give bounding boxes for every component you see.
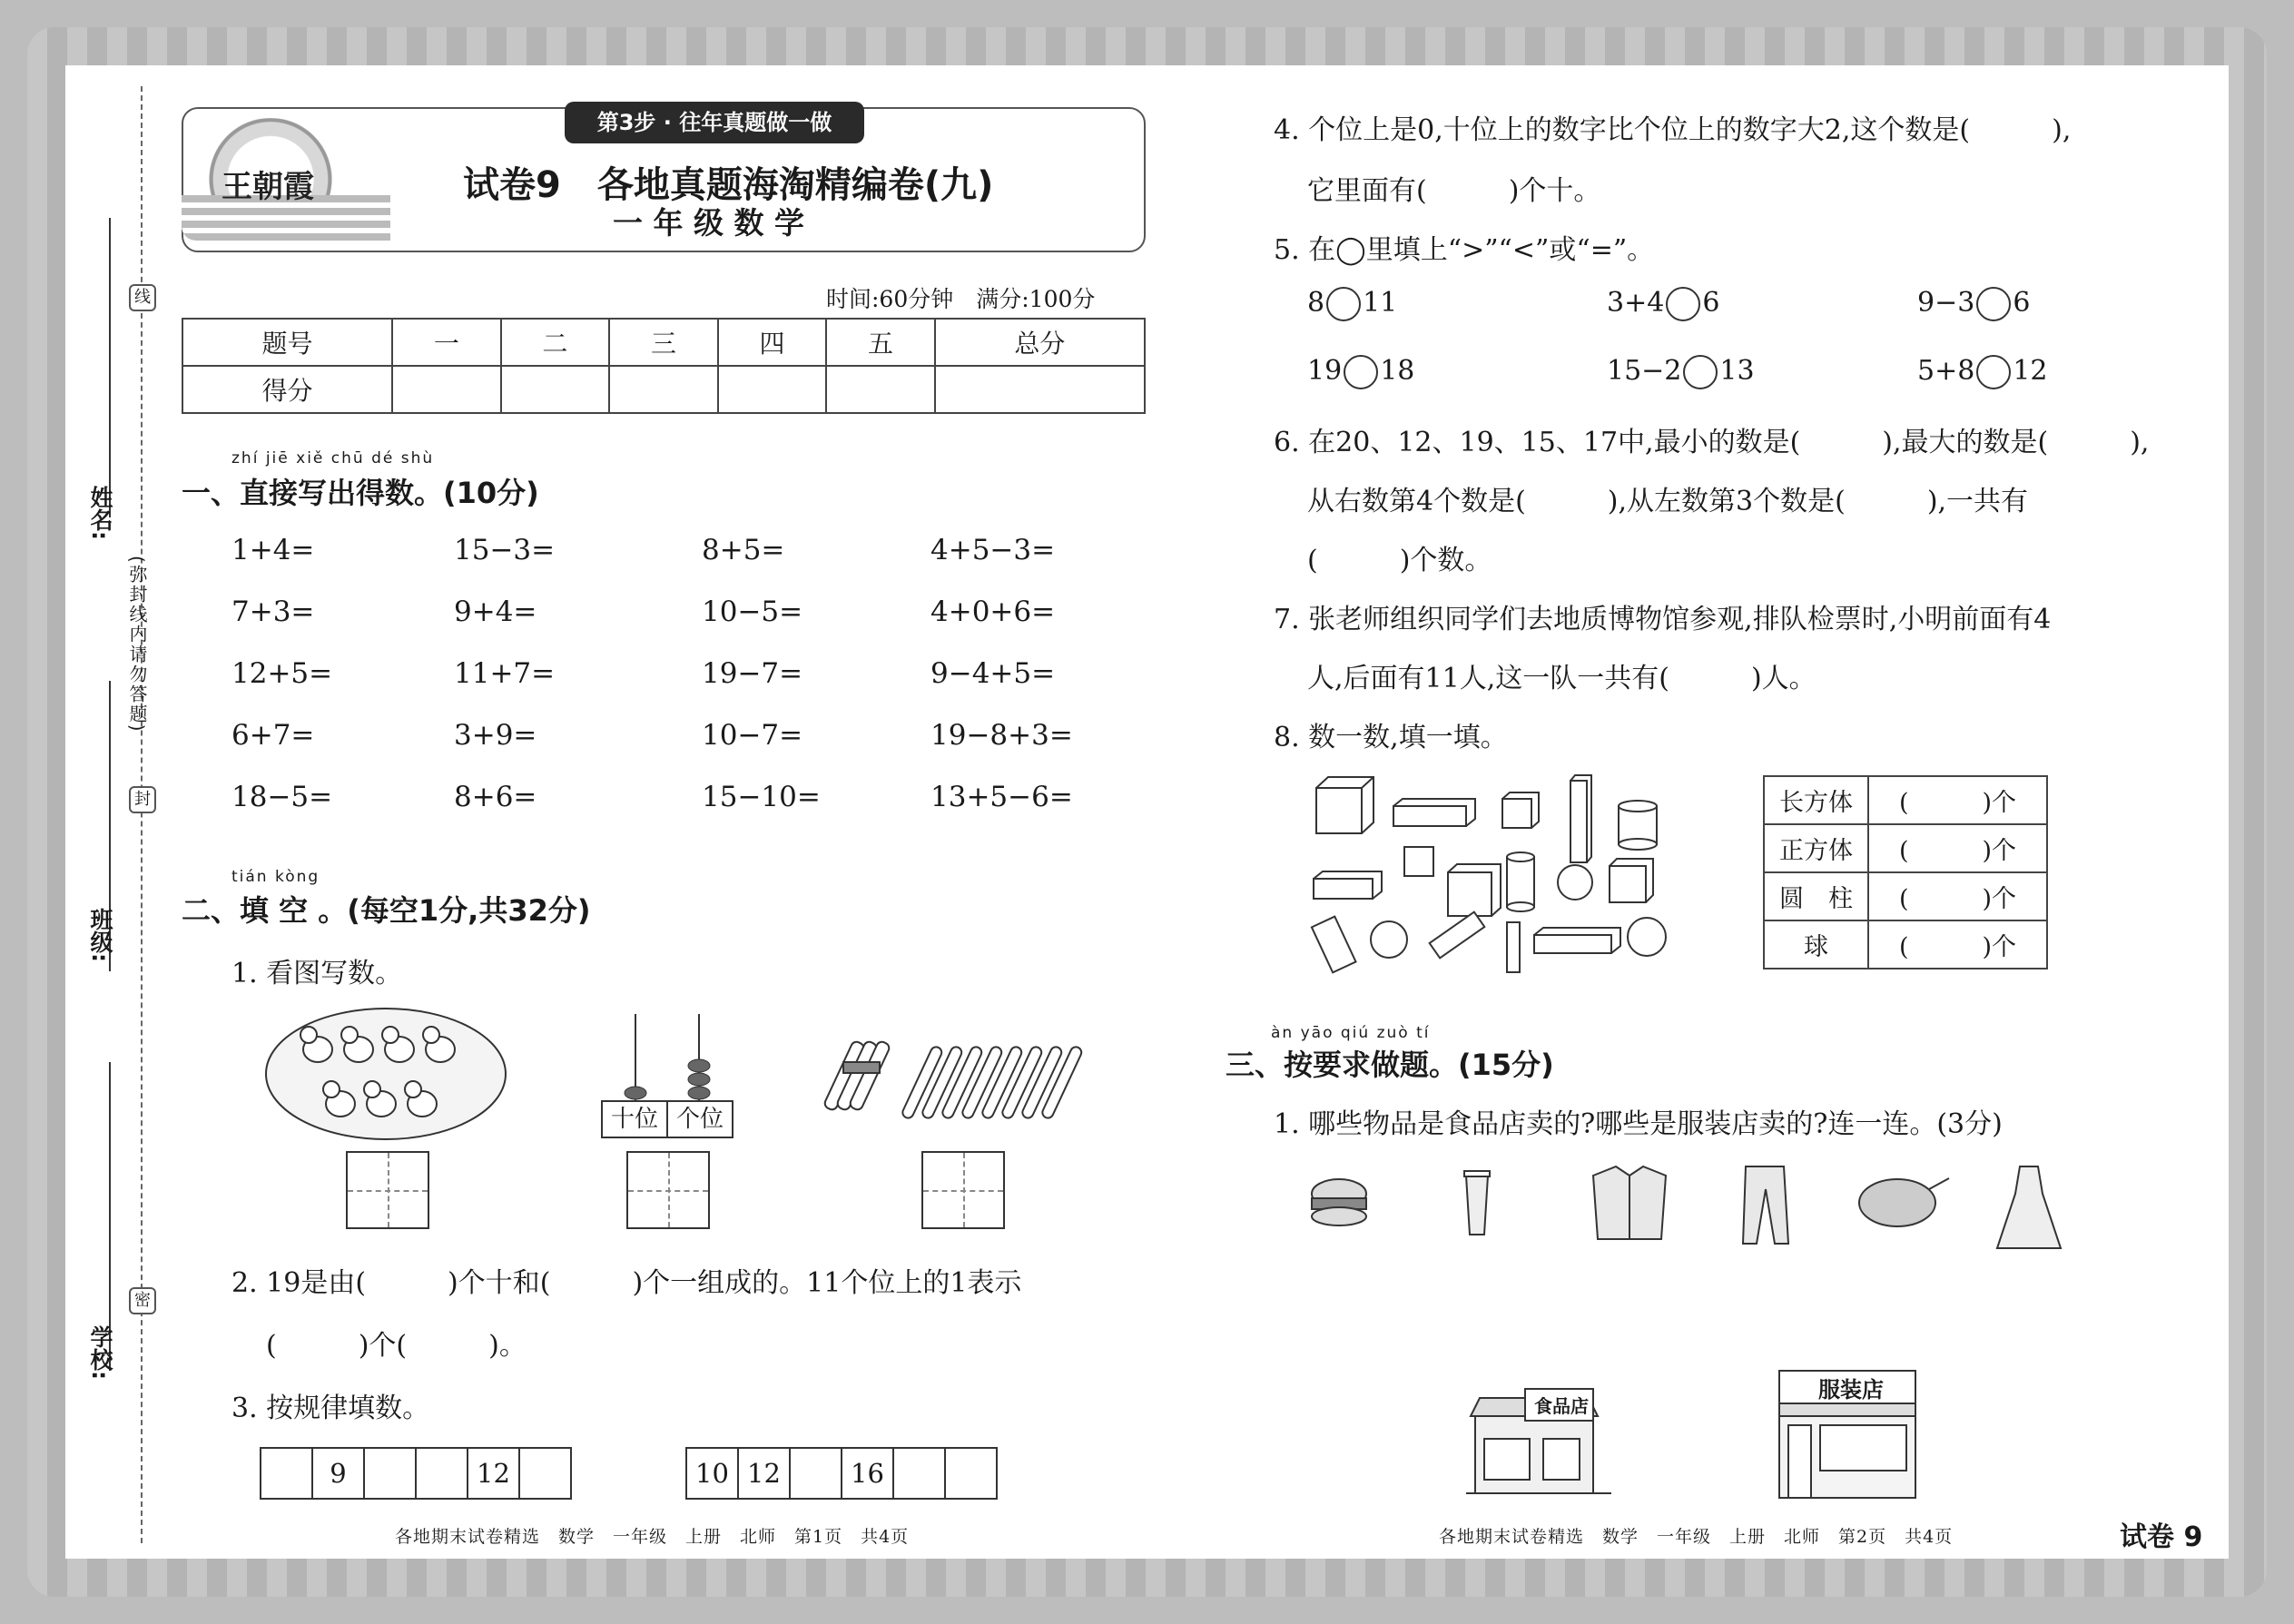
footer-right: 各地期末试卷精选 数学 一年级 上册 北师 第2页 共4页 (1439, 1527, 1954, 1547)
score-input[interactable] (718, 366, 827, 413)
mark-seal: 封 (129, 786, 156, 813)
q6-line3: ( )个数。 (1307, 545, 1492, 576)
time-info: 时间:60分钟 满分:100分 (826, 286, 1096, 312)
calc-problem: 1+4= (231, 534, 315, 566)
section2-q2-line1: 2. 19是由( )个十和( )个一组成的。11个位上的1表示 (231, 1267, 1022, 1299)
roast-chicken-icon (1859, 1178, 1949, 1226)
solids-picture (1303, 770, 1684, 979)
score-header-row (182, 319, 1145, 366)
q7-line2: 人,后面有11人,这一队一共有( )人。 (1307, 663, 1816, 694)
clothes-shop-label: 服装店 (1818, 1377, 1884, 1403)
section2-q1: 1. 看图写数。 (231, 958, 403, 989)
section3-q1: 1. 哪些物品是食品店卖的?哪些是服装店卖的?连一连。(3分) (1274, 1108, 2003, 1140)
items-row (1303, 1162, 2065, 1253)
score-input[interactable] (392, 366, 501, 413)
mark-line: 线 (129, 284, 156, 311)
compare-item (1607, 287, 1719, 321)
compare-left: 8 (1307, 287, 1325, 319)
calc-problem: 15−10= (702, 781, 821, 813)
compare-left: 15−2 (1607, 355, 1682, 387)
calc-problem: 19−7= (702, 657, 803, 690)
shape-row (1764, 776, 2047, 824)
section1-title: 一、直接写出得数。(10分) (182, 476, 539, 510)
shape-name: 球 (1764, 920, 1868, 969)
sequence-cell[interactable] (260, 1447, 313, 1500)
shape-name: 正方体 (1764, 824, 1868, 872)
section2-title: 二、填 空 。(每空1分,共32分) (182, 893, 591, 928)
section2-q3: 3. 按规律填数。 (231, 1393, 430, 1424)
food-shop-label: 食品店 (1534, 1395, 1589, 1417)
compare-item (1917, 287, 2030, 321)
score-head-cell: 三 (609, 319, 718, 366)
compare-circle[interactable] (1666, 287, 1700, 321)
compare-circle[interactable] (1683, 355, 1718, 389)
score-input[interactable] (826, 366, 935, 413)
sequence-cell[interactable] (415, 1447, 468, 1500)
sequence-cell: 12 (737, 1447, 791, 1500)
compare-item (1307, 287, 1397, 321)
compare-right: 11 (1363, 287, 1398, 319)
name-line (109, 218, 111, 517)
q6-line1: 6. 在20、12、19、15、17中,最小的数是( ),最大的数是( ), (1274, 427, 2150, 458)
compare-left: 5+8 (1917, 355, 1975, 387)
q6-line2: 从右数第4个数是( ),从左数第3个数是( ),一共有 (1307, 486, 2029, 517)
q8-instruction: 8. 数一数,填一填。 (1274, 722, 1508, 753)
calc-problem: 3+9= (454, 719, 537, 752)
compare-right: 6 (1702, 287, 1720, 319)
sequence-row-1 (261, 1447, 572, 1500)
shape-count-blank[interactable]: ( )个 (1868, 872, 2047, 920)
calc-problem: 10−5= (702, 595, 803, 628)
logo-text: 王朝霞 (222, 169, 314, 205)
answer-box-chicks[interactable] (346, 1151, 429, 1229)
section3-title: 三、按要求做题。(15分) (1226, 1048, 1554, 1082)
shape-count-table (1763, 775, 2048, 969)
calc-problem: 9+4= (454, 595, 537, 628)
dress-icon (1997, 1166, 2061, 1248)
calc-problem: 6+7= (231, 719, 315, 752)
compare-left: 9−3 (1917, 287, 1975, 319)
answer-box-sticks[interactable] (921, 1151, 1005, 1229)
sequence-row-2 (687, 1447, 998, 1500)
q4-line2: 它里面有( )个十。 (1307, 175, 1601, 207)
mark-secret: 密 (129, 1287, 156, 1314)
compare-item (1307, 355, 1414, 389)
compare-right: 12 (2013, 355, 2048, 387)
abacus-ones-label: 个位 (675, 1106, 724, 1133)
shape-row (1764, 824, 2047, 872)
shirt-icon (1593, 1166, 1666, 1239)
compare-right: 18 (1380, 355, 1415, 387)
compare-circle[interactable] (1976, 287, 2011, 321)
calc-problem: 15−3= (454, 534, 556, 566)
step-badge: 第3步 · 往年真题做一做 (565, 102, 864, 143)
calc-problem: 12+5= (231, 657, 333, 690)
shape-count-blank[interactable]: ( )个 (1868, 776, 2047, 824)
sequence-cell: 12 (467, 1447, 520, 1500)
calc-problem: 7+3= (231, 595, 315, 628)
calc-problem: 8+5= (702, 534, 785, 566)
calc-problem: 11+7= (454, 657, 556, 690)
sticks-picture (831, 1026, 1094, 1126)
compare-right: 6 (2013, 287, 2031, 319)
sequence-cell[interactable] (892, 1447, 946, 1500)
compare-circle[interactable] (1344, 355, 1378, 389)
score-input[interactable] (935, 366, 1145, 413)
chicks-picture (263, 1006, 508, 1142)
compare-item (1607, 355, 1755, 389)
q5-instruction: 5. 在◯里填上“>”“<”或“=”。 (1274, 234, 1655, 266)
shape-row (1764, 872, 2047, 920)
abacus-label-box (601, 1100, 733, 1138)
compare-left: 3+4 (1607, 287, 1665, 319)
sequence-cell[interactable] (363, 1447, 417, 1500)
section1-pinyin: zhí jiē xiě chū dé shù (231, 449, 435, 468)
food-shop-picture (1457, 1366, 1620, 1502)
shape-row (1764, 920, 2047, 969)
sequence-cell: 16 (841, 1447, 894, 1500)
score-head-cell: 二 (501, 319, 610, 366)
compare-left: 19 (1307, 355, 1343, 387)
score-head-cell: 四 (718, 319, 827, 366)
shape-count-blank[interactable]: ( )个 (1868, 920, 2047, 969)
abacus-tens-label: 十位 (603, 1102, 668, 1137)
calc-problem: 4+0+6= (930, 595, 1056, 628)
calc-problem: 8+6= (454, 781, 537, 813)
shape-name: 圆 柱 (1764, 872, 1868, 920)
score-input[interactable] (609, 366, 718, 413)
sequence-cell[interactable] (944, 1447, 998, 1500)
score-input[interactable] (501, 366, 610, 413)
compare-circle[interactable] (1326, 287, 1361, 321)
sequence-cell: 9 (311, 1447, 365, 1500)
score-head-cell: 一 (392, 319, 501, 366)
answer-box-abacus[interactable] (626, 1151, 710, 1229)
name-label: 姓名: (87, 486, 113, 540)
burger-icon (1312, 1179, 1366, 1225)
calc-problem: 4+5−3= (930, 534, 1056, 566)
school-label: 学校: (87, 1325, 113, 1380)
section2-pinyin: tián kòng (231, 868, 320, 886)
calc-problem: 18−5= (231, 781, 333, 813)
calc-problem: 9−4+5= (930, 657, 1056, 690)
calc-problem: 19−8+3= (930, 719, 1073, 752)
sequence-cell: 10 (685, 1447, 739, 1500)
drink-cup-icon (1464, 1171, 1490, 1235)
sequence-cell[interactable] (518, 1447, 572, 1500)
section2-q2-line2: ( )个( )。 (266, 1330, 527, 1362)
paper-number-badge: 试卷 9 (2120, 1521, 2203, 1553)
footer-left: 各地期末试卷精选 数学 一年级 上册 北师 第1页 共4页 (395, 1527, 910, 1547)
q4-line1: 4. 个位上是0,十位上的数字比个位上的数字大2,这个数是( ), (1274, 114, 2072, 146)
score-value-row (182, 366, 1145, 413)
score-head-cell: 题号 (182, 319, 392, 366)
binding-note: (弥封线内请勿答题) (126, 556, 148, 733)
compare-item (1917, 355, 2048, 389)
compare-circle[interactable] (1976, 355, 2011, 389)
school-line (109, 1062, 111, 1371)
shape-name: 长方体 (1764, 776, 1868, 824)
paper-subtitle: 一 年 级 数 学 (613, 205, 804, 241)
class-label: 班级: (87, 908, 113, 962)
score-head-cell: 总分 (935, 319, 1145, 366)
score-head-cell: 五 (826, 319, 935, 366)
shape-count-blank[interactable]: ( )个 (1868, 824, 2047, 872)
section3-pinyin: àn yāo qiú zuò tí (1271, 1024, 1431, 1042)
paper-title: 试卷9 各地真题海淘精编卷(九) (463, 164, 994, 206)
pants-icon (1743, 1166, 1788, 1244)
score-table (182, 318, 1146, 414)
q7-line1: 7. 张老师组织同学们去地质博物馆参观,排队检票时,小明前面有4 (1274, 604, 2052, 635)
sequence-cell[interactable] (789, 1447, 842, 1500)
compare-right: 13 (1719, 355, 1755, 387)
calc-problem: 13+5−6= (930, 781, 1073, 813)
score-row-label: 得分 (182, 366, 392, 413)
calc-problem: 10−7= (702, 719, 803, 752)
